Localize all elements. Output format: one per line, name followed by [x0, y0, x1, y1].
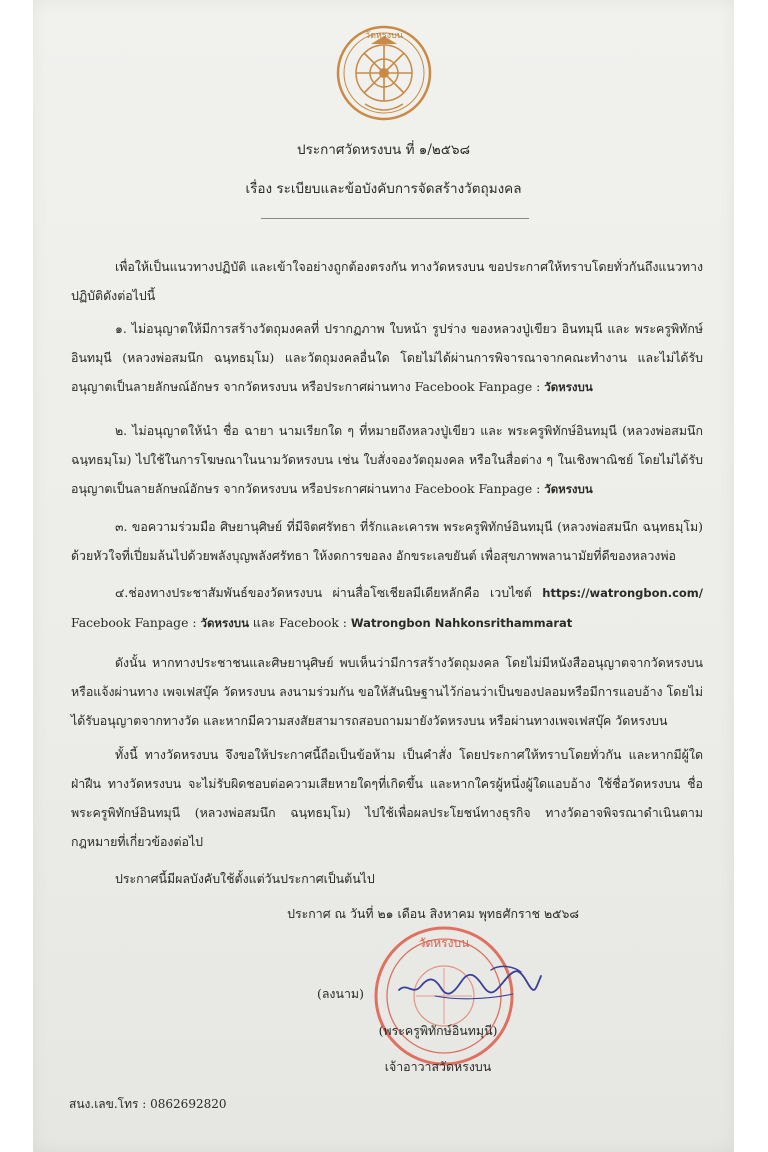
- item-2-text: ๒. ไม่อนุญาตให้นำ ชื่อ ฉายา นามเรียกใด ๆ ที่หมายถึงหลวงปู่เขียว และ พระครูพิทักษ์อินทมุนี (หลวงพ่อสมนึก ฉนฺทธมฺโม) ไปใช้ในการโฆษณาในนามวัดหรงบน เช่น ใบสั่งจองวัตถุมงคล หรือในสื่อต่าง ๆ ในเชิงพาณิชย์ โดยไม่ได้รับอนุญาตเป็นลายลักษณ์อักษร จากวัดหรงบน หรือประกาศผ่านทาง Facebook Fanpage :: [71, 423, 703, 496]
- facebook-name: Watrongbon Nahkonsrithammarat: [350, 616, 573, 630]
- signer-position: เจ้าอาวาสวัดหรงบน: [384, 1059, 492, 1074]
- office-phone: สนง.เลข.โทร : 0862692820: [69, 1097, 227, 1111]
- website-url: https://watrongbon.com/: [542, 586, 703, 600]
- fanpage-label: Facebook Fanpage :: [71, 615, 201, 630]
- item-3-paragraph: ๓. ขอความร่วมมือ ศิษยานุศิษย์ ที่มีจิตศรัทธา ที่รักและเคารพ พระครูพิทักษ์อินทมุนี (หลวงพ่อสมนึก ฉนฺทธมฺโม) ด้วยหัวใจที่เปี่ยมล้นไปด้วยพลังบุญพลังศรัทธา ให้งดการขอลง อักขระเลขยันต์ เพื่อสุขภาพพลานามัยที่ดีของหลวงพ่อ: [71, 519, 703, 563]
- item-4-text: ๔.ช่องทางประชาสัมพันธ์ของวัดหรงบน ผ่านสื่อโซเชียลมีเดียหลักคือ เวบไซต์: [115, 585, 543, 600]
- emblem-top-text: วัดหรงบน: [365, 31, 403, 41]
- item-1-paragraph: [71, 314, 703, 402]
- item-2-page-name: วัดหรงบน: [544, 482, 593, 496]
- item-2-paragraph: [71, 416, 703, 504]
- announcement-subject: เรื่อง ระเบียบและข้อบังคับการจัดสร้างวัตถุมงคล: [245, 181, 522, 197]
- paragraph-effective: ประกาศนี้มีผลบังคับใช้ตั้งแต่วันประกาศเป็นต้นไป: [115, 871, 375, 886]
- seal-text: วัดหรงบน: [418, 936, 470, 950]
- document-page: [33, 0, 734, 1152]
- announcement-date: ประกาศ ณ วันที่ ๒๑ เดือน สิงหาคม พุทธศักราช ๒๕๖๘: [287, 906, 579, 921]
- item-4-paragraph: [71, 578, 703, 638]
- facebook-label: Facebook :: [279, 615, 351, 630]
- item-4-and: และ: [248, 615, 280, 630]
- sign-label: (ลงนาม): [317, 986, 364, 1001]
- item-1-page-name: วัดหรงบน: [544, 380, 593, 394]
- announcement-title: ประกาศวัดหรงบน ที่ ๑/๒๕๖๘: [297, 142, 470, 158]
- paragraph-therefore: ดังนั้น หากทางประชาชนและศิษยานุศิษย์ พบเห็นว่ามีการสร้างวัตถุมงคล โดยไม่มีหนังสืออนุญาตจากวัดหรงบน หรือแจ้งผ่านทาง เพจเฟสบุ๊ค วัดหรงบน ลงนามร่วมกัน ขอให้สันนิษฐานไว้ก่อนว่าเป็นของปลอมหรือมีการแอบอ้าง โดยไม่ได้รับอนุญาตจากทางวัด และหากมีความสงสัยสามารถสอบถามมายังวัดหรงบน หรือผ่านทางเพจเฟสบุ๊ค วัดหรงบน: [71, 655, 703, 728]
- handwritten-signature-icon: [395, 960, 545, 1004]
- paragraph-prohibition: ทั้งนี้ ทางวัดหรงบน จึงขอให้ประกาศนี้ถือเป็นข้อห้าม เป็นคำสั่ง โดยประกาศให้ทราบโดยทั่วกัน และหากมีผู้ใดฝ่าฝืน ทางวัดหรงบน จะไม่รับผิดชอบต่อความเสียหายใดๆที่เกิดขึ้น และหากใครผู้หนึ่งผู้ใดแอบอ้าง ใช้ชื่อวัดหรงบน ชื่อพระครูพิทักษ์อินทมุนี (หลวงพ่อสมนึก ฉนฺทธมฺโม) ไปใช้เพื่อผลประโยชน์ทางธุรกิจ ทางวัดอาจพิจรณาดำเนินตามกฎหมายที่เกี่ยวข้องต่อไป: [71, 747, 703, 849]
- title-divider: [261, 218, 529, 219]
- item-1-text: ๑. ไม่อนุญาตให้มีการสร้างวัตถุมงคลที่ ปรากฏภาพ ใบหน้า รูปร่าง ของหลวงปู่เขียว อินทมุนี และ พระครูพิทักษ์อินทมุนี (หลวงพ่อสมนึก ฉนฺทธมฺโม) และวัตถุมงคลอื่นใด โดยไม่ได้ผ่านการพิจารณาจากคณะทำงาน และไม่ได้รับอนุญาตเป็นลายลักษณ์อักษร จากวัดหรงบน หรือประกาศผ่านทาง Facebook Fanpage :: [71, 321, 703, 394]
- intro-paragraph: เพื่อให้เป็นแนวทางปฏิบัติ และเข้าใจอย่างถูกต้องตรงกัน ทางวัดหรงบน ขอประกาศให้ทราบโดยทั่วกันถึงแนวทางปฏิบัติดังต่อไปนี้: [71, 259, 703, 303]
- fanpage-name: วัดหรงบน: [200, 616, 249, 630]
- signer-name: (พระครูพิทักษ์อินทมุนี): [378, 1023, 498, 1038]
